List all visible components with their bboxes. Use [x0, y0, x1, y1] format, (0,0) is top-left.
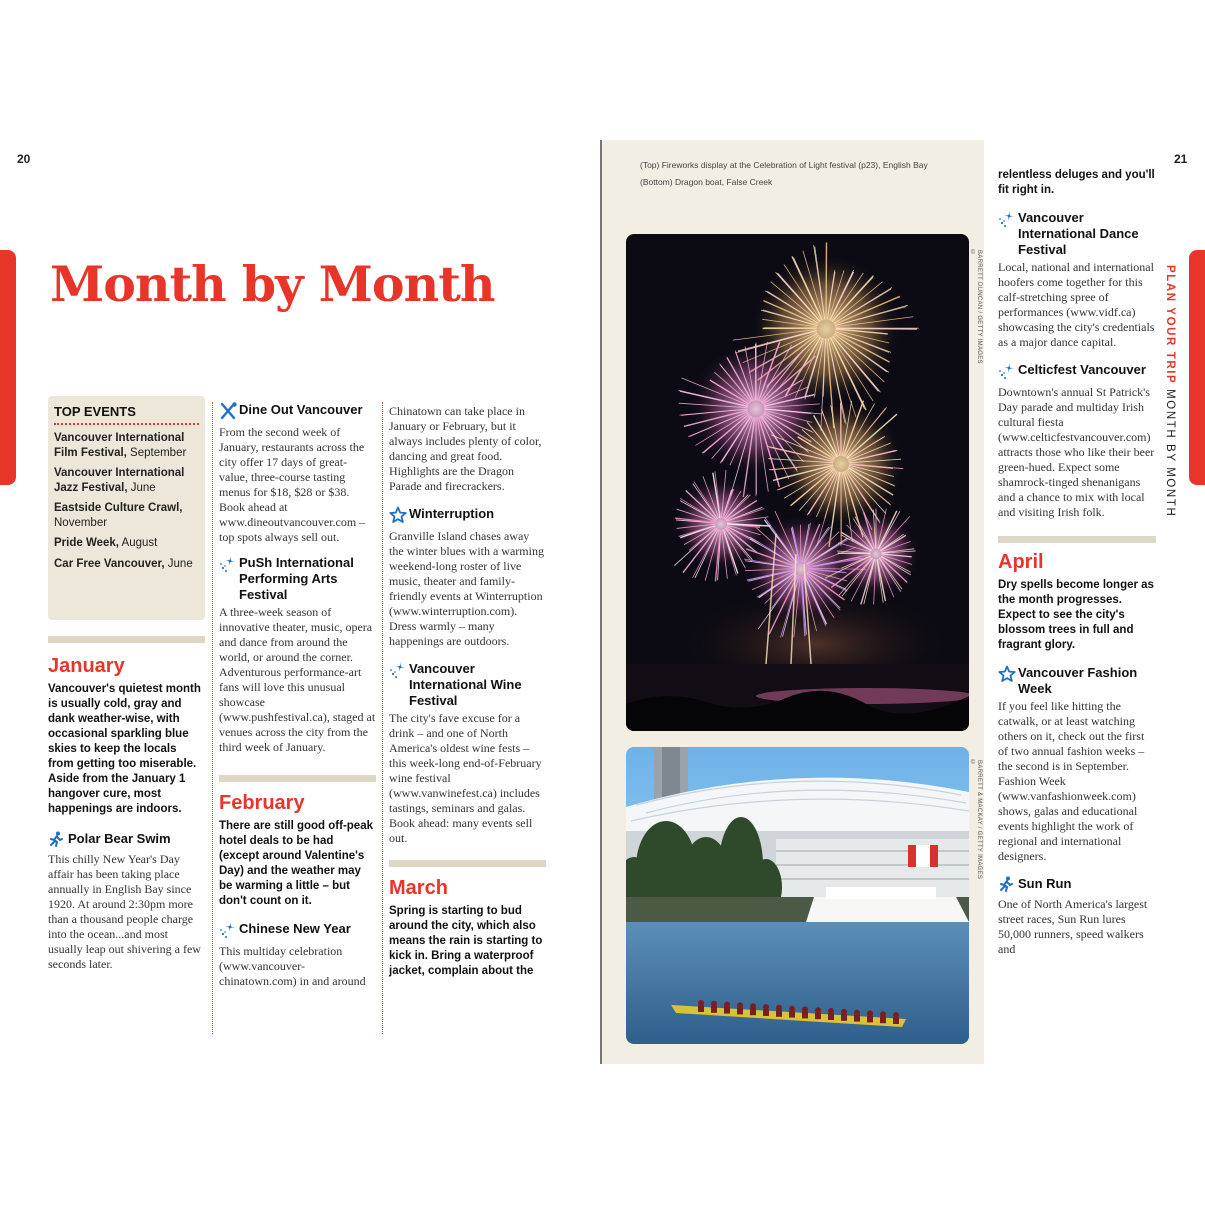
event-description: relentless deluges and you'll fit right in. — [998, 169, 1155, 196]
event-description: Local, national and international hoofers come together for this calf-stretching spree of performances (www.vidf.ca) showcasing the city's credentials as a major dance capital. — [998, 260, 1155, 349]
chapter-tab-left — [0, 250, 16, 485]
event-description: Granville Island chases away the winter blues with a warming weekend-long roster of live music, theater and family-friendly events at Winterruption (www.winterruption.com). Dress warmly – many happenings are outdoors. — [389, 529, 544, 648]
event-title: Polar Bear Swim — [48, 831, 205, 850]
event-description: If you feel like hitting the catwalk, or at least watching others on it, check out the first of two annual fashion weeks – the second is in September. Fashion Week (www.vanfashionweek.com) shows, galas and educational events highlight the work of regional and international designers. — [998, 699, 1145, 863]
march-intro: Spring is starting to bud around the city, which also means the rain is starting to kick in. Bring a waterproof jacket, complain about the — [389, 905, 543, 977]
page-number-left: 20 — [17, 152, 31, 166]
chapter-tab-right — [1189, 250, 1205, 485]
event-description: One of North America's largest street races, Sun Run lures 50,000 runners, speed walkers and — [998, 897, 1148, 956]
event-title: Chinese New Year — [219, 921, 376, 942]
event-title: Winterruption — [389, 506, 546, 527]
page-number-right: 21 — [1174, 152, 1188, 166]
top-event-item: Car Free Vancouver, June — [54, 557, 193, 570]
fork-knife-icon — [219, 402, 239, 423]
top-event-item: Vancouver International Jazz Festival, June — [54, 467, 185, 494]
month-heading-january: January — [48, 655, 125, 677]
event-title: Vancouver International Dance Festival — [998, 210, 1156, 258]
top-event-item: Pride Week, August — [54, 537, 158, 549]
star-outline-icon — [389, 506, 409, 527]
runner-icon — [48, 831, 68, 850]
event-description: Downtown's annual St Patrick's Day parade and multiday Irish cultural fiesta (www.celticfestvancouver.com) attracts those who like their beer green-hued. Expect some shamrock-tinged shenanigans and a chance to mix with local and visiting Irish folk. — [998, 385, 1155, 519]
event-description: From the second week of January, restaurants across the city offer 17 days of great-value, three-course tasting menus for $18, $28 or $38. Book ahead at www.dineoutvancouver.com – top spots always sell out. — [219, 425, 366, 544]
column-4 — [998, 168, 1156, 957]
fireworks-photo — [626, 234, 969, 731]
january-intro: Vancouver's quietest month is usually cold, gray and dank weather-wise, with occasional sparkling blue skies to keep the locals from getting too miserable. Aside from the January 1 hangover cure, most happenings are indoors. — [48, 683, 201, 815]
event-description: This multiday celebration (www.vancouver-chinatown.com) in and around — [219, 944, 366, 988]
month-heading-february: February — [219, 792, 305, 814]
column-2 — [219, 396, 376, 989]
fireworks-icon — [998, 210, 1018, 231]
column-1 — [48, 396, 205, 972]
dragon-boat-photo — [626, 747, 969, 1044]
column-divider — [382, 402, 383, 1034]
running-header: PLAN YOUR TRIP MONTH BY MONTH — [1164, 265, 1176, 518]
event-title: PuSh International Performing Arts Festival — [219, 555, 376, 603]
section-rule — [389, 860, 546, 867]
month-heading-march: March — [389, 877, 448, 899]
february-intro: There are still good off-peak hotel deals to be had (except around Valentine's Day) and the weather may be warming a little – but don't count on it. — [219, 820, 373, 907]
fireworks-icon — [219, 555, 239, 576]
section-rule — [998, 536, 1156, 543]
event-title: Dine Out Vancouver — [219, 402, 376, 423]
page-title: Month by Month — [50, 255, 495, 313]
photo-captions — [640, 157, 960, 191]
event-description: Chinatown can take place in January or February, but it always includes plenty of color, dancing and great food. Highlights are the Dragon Parade and firecrackers. — [389, 404, 542, 493]
event-description: This chilly New Year's Day affair has been taking place annually in English Bay since 1920. At around 2:30pm more than a thousand people charge into the ocean...and most usually leap out shivering a few seconds later. — [48, 852, 201, 971]
fireworks-icon — [389, 661, 409, 682]
event-title: Sun Run — [998, 876, 1156, 895]
event-title: Celticfest Vancouver — [998, 362, 1156, 383]
event-description: A three-week season of innovative theater, music, opera and dance from around the world, or around the corner. Adventurous performance-art fans will love this unusual showcase (www.pushfestival.ca), staged at venues across the city from the third week of January. — [219, 605, 376, 754]
photo-credit: BARRETT DUNCAN / GETTY IMAGES © — [970, 250, 982, 364]
event-title: Vancouver International Wine Festival — [389, 661, 546, 709]
top-events-heading: TOP EVENTS — [54, 404, 199, 425]
top-event-item: Vancouver International Film Festival, September — [54, 432, 187, 459]
event-title: Vancouver Fashion Week — [998, 665, 1156, 697]
runner-icon — [998, 876, 1018, 895]
caption-top: (Top) Fireworks display at the Celebration of Light festival (p23), English Bay — [640, 160, 928, 170]
caption-bottom: (Bottom) Dragon boat, False Creek — [640, 177, 773, 187]
photo-credit: BARRETT & MACKAY / GETTY IMAGES © — [970, 760, 982, 880]
event-description: The city's fave excuse for a drink – and one of North America's oldest wine fests – this week-long end-of-February wine festival (www.vanwinefest.ca) includes tastings, seminars and galas. Book ahead: many events sell out. — [389, 711, 542, 845]
column-divider — [212, 402, 213, 1034]
section-rule — [219, 775, 376, 782]
section-rule — [48, 636, 205, 643]
top-events-box — [48, 396, 205, 620]
star-outline-icon — [998, 665, 1018, 686]
month-heading-april: April — [998, 551, 1044, 573]
column-3 — [389, 404, 546, 979]
fireworks-icon — [998, 362, 1018, 383]
april-intro: Dry spells become longer as the month progresses. Expect to see the city's blossom trees in full and fragrant glory. — [998, 579, 1154, 651]
fireworks-icon — [219, 921, 239, 942]
top-event-item: Eastside Culture Crawl, November — [54, 502, 183, 529]
